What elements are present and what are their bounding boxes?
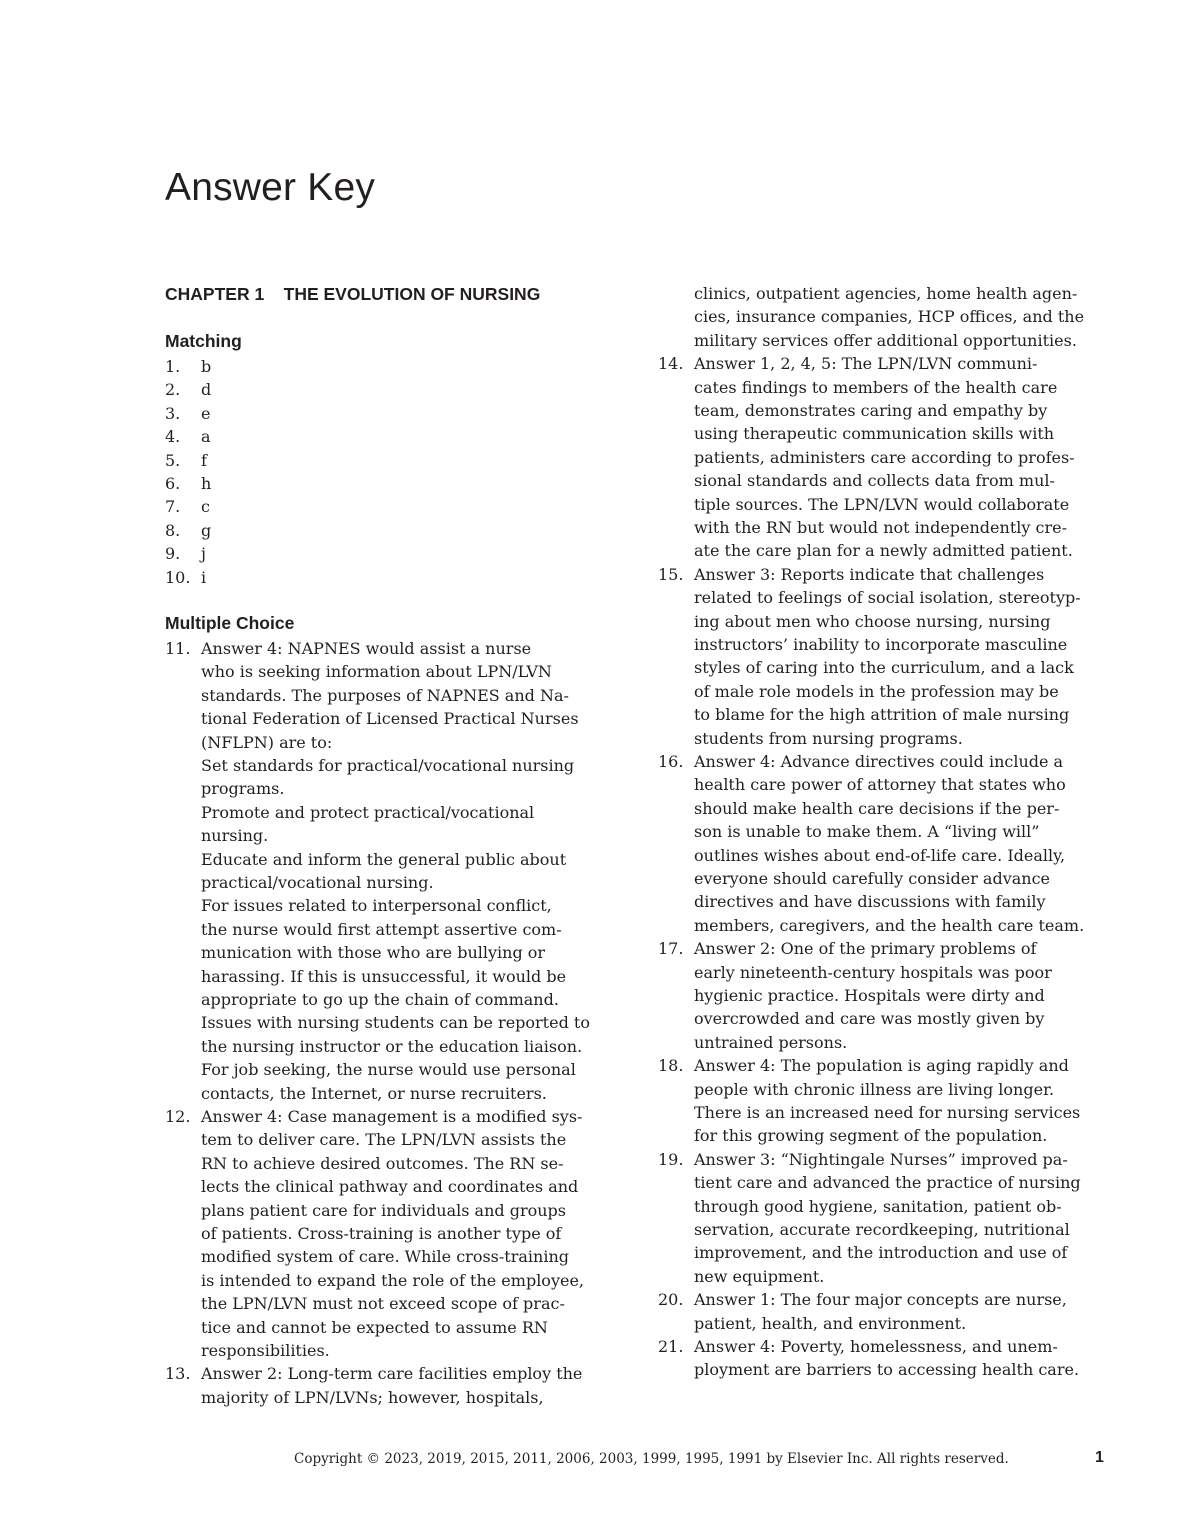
answer-text-line: patients, administers care according to profes-	[694, 447, 1075, 467]
item-number: 14.	[658, 354, 684, 374]
item-answer: h	[201, 474, 212, 493]
item-number: 20.	[658, 1290, 684, 1310]
answer-text-line: Answer 4: Poverty, homelessness, and unem-	[694, 1337, 1058, 1356]
answer-text-line: RN to achieve desired outcomes. The RN se-	[201, 1153, 564, 1173]
answer-text-line: tient care and advanced the practice of nursing	[694, 1173, 1081, 1193]
answer-text-line: standards. The purposes of NAPNES and Na-	[201, 685, 569, 705]
answer-text-line: health care power of attorney that states who	[694, 775, 1066, 795]
item-answer: f	[201, 450, 207, 470]
item-answer: e	[201, 403, 211, 423]
answer-text-line: Answer 3: Reports indicate that challenges	[694, 564, 1045, 584]
answer-text-line: military services offer additional opportunities.	[694, 330, 1077, 350]
item-number: 13.	[165, 1364, 191, 1384]
answer-text-line: outlines wishes about end-of-life care. Ideally,	[694, 845, 1066, 865]
answer-text-line: Promote and protect practical/vocational	[201, 802, 535, 822]
answer-text-line: practical/vocational nursing.	[201, 873, 434, 892]
answer-text-line: patient, health, and environment.	[694, 1313, 967, 1333]
item-answer: i	[201, 567, 207, 587]
copyright-notice: Copyright © 2023, 2019, 2015, 2011, 2006, 2003, 1999, 1995, 1991 by Elsevier Inc. All rights reserved.	[294, 1451, 1009, 1467]
answer-text-line: modified system of care. While cross-training	[201, 1247, 569, 1267]
answer-text-line: Educate and inform the general public about	[201, 849, 567, 869]
item-number: 10.	[165, 567, 191, 587]
answer-text-line: the nurse would first attempt assertive com-	[201, 919, 562, 939]
answer-text-line: team, demonstrates caring and empathy by	[694, 401, 1048, 420]
matching-heading: Matching	[165, 331, 242, 351]
answer-text-line: the LPN/LVN must not exceed scope of prac-	[201, 1294, 565, 1314]
answer-text-line: Answer 4: Case management is a modified sys-	[201, 1107, 583, 1126]
answer-text-line: ing about men who choose nursing, nursing	[694, 611, 1051, 631]
answer-text-line: everyone should carefully consider advance	[694, 869, 1051, 888]
item-number: 11.	[165, 639, 191, 658]
answer-text-line: tiple sources. The LPN/LVN would collaborate	[694, 494, 1070, 514]
item-number: 7.	[165, 497, 181, 517]
item-number: 18.	[658, 1056, 684, 1076]
answer-text-line: Set standards for practical/vocational nursing	[201, 756, 575, 775]
answer-text-line: for this growing segment of the population.	[694, 1126, 1048, 1146]
answer-text-line: members, caregivers, and the health care team.	[694, 915, 1085, 935]
item-answer: b	[201, 357, 212, 376]
answer-text-line: Issues with nursing students can be reported to	[201, 1013, 590, 1033]
item-answer: a	[201, 427, 211, 447]
answer-text-line: new equipment.	[694, 1266, 825, 1286]
answer-text-line: Answer 2: One of the primary problems of	[694, 939, 1037, 959]
answer-text-line: appropriate to go up the chain of command.	[201, 990, 559, 1009]
answer-text-line: munication with those who are bullying or	[201, 943, 546, 963]
answer-text-line: son is unable to make them. A “living will”	[694, 822, 1040, 842]
answer-text-line: tice and cannot be expected to assume RN	[201, 1317, 548, 1337]
answer-text-line: sional standards and collects data from mul-	[694, 471, 1055, 491]
item-number: 17.	[658, 939, 684, 959]
item-number: 6.	[165, 474, 181, 493]
answer-text-line: plans patient care for individuals and groups	[201, 1200, 566, 1220]
item-number: 15.	[658, 564, 684, 584]
answer-text-line: cies, insurance companies, HCP offices, and the	[694, 307, 1085, 327]
answer-text-line: contacts, the Internet, or nurse recruiters.	[201, 1083, 547, 1103]
multiple-choice-heading: Multiple Choice	[165, 613, 295, 633]
answer-text-line: tem to deliver care. The LPN/LVN assists the	[201, 1130, 567, 1150]
answer-text-line: Answer 2: Long-term care facilities employ the	[201, 1364, 583, 1384]
answer-text-line: There is an increased need for nursing services	[694, 1103, 1081, 1122]
answer-text-line: is intended to expand the role of the employee,	[201, 1270, 584, 1290]
answer-text-line: responsibilities.	[201, 1341, 330, 1360]
answer-text-line: Answer 4: The population is aging rapidly and	[694, 1056, 1069, 1076]
item-answer: j	[201, 544, 206, 564]
answer-text-line: who is seeking information about LPN/LVN	[201, 662, 552, 682]
item-number: 5.	[165, 450, 181, 470]
answer-text-line: (NFLPN) are to:	[201, 732, 333, 752]
item-number: 9.	[165, 544, 181, 564]
answer-text-line: using therapeutic communication skills with	[694, 424, 1055, 444]
item-number: 1.	[165, 357, 181, 376]
answer-text-line: cates findings to members of the health care	[694, 377, 1058, 397]
answer-text-line: For issues related to interpersonal conflict,	[201, 896, 552, 916]
answer-text-line: through good hygiene, sanitation, patient ob-	[694, 1196, 1062, 1216]
item-answer: g	[201, 520, 212, 540]
answer-text-line: directives and have discussions with family	[694, 892, 1046, 912]
answer-text-line: should make health care decisions if the per-	[694, 798, 1060, 818]
answer-text-line: early nineteenth-century hospitals was poor	[694, 962, 1052, 982]
answer-text-line: Answer 1: The four major concepts are nurse,	[694, 1290, 1067, 1310]
page-title: Answer Key	[165, 166, 376, 209]
answer-text-line: harassing. If this is unsuccessful, it would be	[201, 966, 567, 986]
item-number: 16.	[658, 752, 684, 771]
answer-text-line: tional Federation of Licensed Practical Nurses	[201, 709, 579, 729]
answer-text-line: lects the clinical pathway and coordinates and	[201, 1177, 579, 1197]
answer-text-line: people with chronic illness are living longer.	[694, 1079, 1055, 1099]
item-answer: d	[201, 380, 212, 400]
answer-text-line: servation, accurate recordkeeping, nutritional	[694, 1220, 1070, 1239]
answer-text-line: the nursing instructor or the education liaison.	[201, 1036, 583, 1056]
answer-text-line: instructors’ inability to incorporate masculine	[694, 635, 1068, 654]
page-number: 1	[1095, 1449, 1104, 1466]
answer-text-line: related to feelings of social isolation, stereotyp-	[694, 588, 1081, 608]
answer-text-line: untrained persons.	[694, 1032, 848, 1052]
answer-text-line: students from nursing programs.	[694, 728, 963, 748]
answer-text-line: of male role models in the profession may be	[694, 681, 1059, 701]
answer-text-line: For job seeking, the nurse would use personal	[201, 1060, 576, 1080]
answer-text-line: ate the care plan for a newly admitted patient.	[694, 541, 1073, 561]
answer-text-line: with the RN but would not independently cre-	[694, 518, 1067, 537]
answer-text-line: hygienic practice. Hospitals were dirty and	[694, 986, 1045, 1005]
answer-text-line: Answer 1, 2, 4, 5: The LPN/LVN communi-	[694, 354, 1038, 374]
answer-text-line: to blame for the high attrition of male nursing	[694, 705, 1070, 725]
item-number: 19.	[658, 1149, 684, 1169]
item-number: 12.	[165, 1107, 191, 1126]
chapter-heading: CHAPTER 1 THE EVOLUTION OF NURSING	[165, 284, 541, 304]
answer-text-line: Answer 4: NAPNES would assist a nurse	[201, 639, 532, 658]
answer-text-line: majority of LPN/LVNs; however, hospitals,	[201, 1387, 544, 1407]
answer-text-line: nursing.	[201, 826, 269, 846]
answer-text-line: of patients. Cross-training is another type of	[201, 1224, 562, 1243]
answer-text-line: Answer 4: Advance directives could include a	[694, 752, 1064, 771]
item-number: 4.	[165, 427, 181, 447]
item-number: 21.	[658, 1337, 684, 1356]
item-number: 8.	[165, 520, 181, 540]
answer-text-line: clinics, outpatient agencies, home health agen-	[694, 284, 1078, 303]
answer-text-line: styles of caring into the curriculum, and a lack	[694, 658, 1074, 678]
answer-text-line: improvement, and the introduction and use of	[694, 1243, 1068, 1263]
answer-text-line: ployment are barriers to accessing health care.	[694, 1360, 1080, 1380]
item-answer: c	[201, 497, 210, 517]
answer-text-line: overcrowded and care was mostly given by	[694, 1009, 1045, 1029]
answer-text-line: Answer 3: “Nightingale Nurses” improved pa-	[694, 1149, 1068, 1169]
item-number: 2.	[165, 380, 181, 400]
item-number: 3.	[165, 403, 181, 423]
answer-text-line: programs.	[201, 779, 285, 799]
